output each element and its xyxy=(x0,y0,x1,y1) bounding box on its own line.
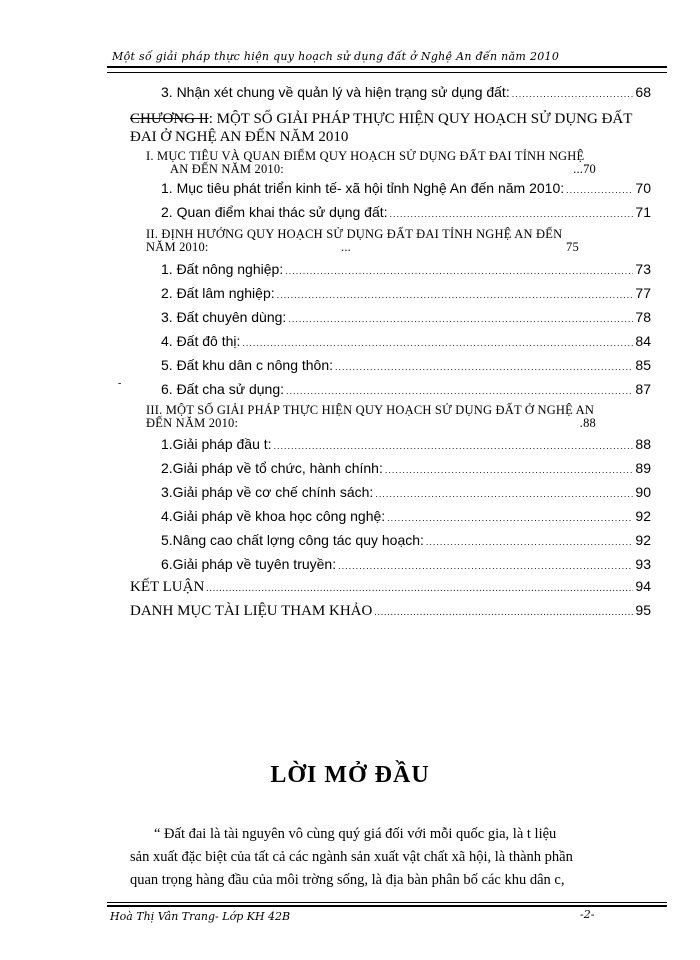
section-heading-line: AN ĐẾN NĂM 2010: xyxy=(170,162,284,176)
toc-item[interactable] xyxy=(161,484,651,500)
toc-leader xyxy=(387,513,633,523)
header-rule xyxy=(107,66,667,68)
footer-rule xyxy=(107,905,667,907)
section-heading-2[interactable] xyxy=(146,228,651,254)
toc-item-label: 3.Giải pháp về cơ chế chính sách: xyxy=(161,484,374,500)
toc-item-page: 73 xyxy=(635,261,651,277)
page-title: LỜI MỞ ĐẦU xyxy=(270,762,430,788)
toc-item-page: 95 xyxy=(635,602,651,618)
section-heading-line: II. ĐỊNH HƯỚNG QUY HOẠCH SỬ DỤNG ĐẤT ĐAI TỈNH NGHỆ AN ĐẾN xyxy=(146,227,563,241)
chapter-heading[interactable] xyxy=(130,110,650,146)
section-heading-line: III. MỘT SỐ GIẢI PHÁP THỰC HIỆN QUY HOẠCH SỬ DỤNG ĐẤT Ở NGHỆ AN xyxy=(146,403,595,417)
toc-item-page: 71 xyxy=(635,204,651,220)
section-heading-dots: ... xyxy=(341,240,351,254)
toc-item[interactable] xyxy=(161,204,651,220)
toc-item-page: 94 xyxy=(635,578,651,594)
toc-item[interactable] xyxy=(161,333,651,349)
toc-item[interactable] xyxy=(161,357,651,373)
margin-mark: - xyxy=(118,378,122,389)
section-heading-page: 75 xyxy=(566,240,579,254)
toc-item-label: DANH MỤC TÀI LIỆU THAM KHẢO xyxy=(130,603,373,619)
running-footer: Hoà Thị Vân Trang- Lớp KH 42B xyxy=(110,910,291,923)
toc-item-references[interactable] xyxy=(130,602,651,620)
section-heading-1[interactable] xyxy=(146,150,651,176)
toc-item-page: 87 xyxy=(635,381,651,397)
toc-leader xyxy=(385,465,634,475)
toc-item[interactable] xyxy=(161,556,651,572)
toc-item-label: 1. Mục tiêu phát triển kinh tế- xã hội tỉnh Nghệ An đến năm 2010: xyxy=(161,180,565,196)
header-rule-thin xyxy=(107,72,667,73)
toc-leader xyxy=(512,89,634,99)
toc-leader xyxy=(285,266,633,276)
page-number: -2- xyxy=(580,908,595,921)
toc-item[interactable] xyxy=(161,532,651,548)
toc-item-page: 84 xyxy=(635,333,651,349)
toc-item-label: KẾT LUẬN xyxy=(130,579,205,595)
chapter-prefix: CHƯƠNG II xyxy=(130,111,209,127)
toc-item-page: 93 xyxy=(635,556,651,572)
toc-leader xyxy=(426,537,634,547)
toc-item-page: 88 xyxy=(635,436,651,452)
toc-leader xyxy=(338,561,633,571)
paragraph-line: quan trọng hàng đầu của môi trờng sống, là địa bàn phân bố các khu dân c, xyxy=(130,872,565,888)
toc-item-page: 89 xyxy=(635,460,651,476)
section-heading-line: ĐẾN NĂM 2010: xyxy=(146,416,239,430)
section-heading-line: I. MỤC TIÊU VÀ QUAN ĐIỂM QUY HOẠCH SỬ DỤNG ĐẤT ĐAI TỈNH NGHỆ xyxy=(146,149,585,163)
toc-leader xyxy=(390,209,634,219)
section-heading-page: .88 xyxy=(579,416,596,430)
toc-item-page: 68 xyxy=(635,84,651,100)
toc-item[interactable] xyxy=(161,436,651,452)
toc-item[interactable] xyxy=(161,309,651,325)
toc-leader xyxy=(288,314,633,324)
toc-leader xyxy=(375,489,633,499)
toc-item-label: 3. Nhận xét chung về quản lý và hiện trạng sử dụng đất: xyxy=(161,84,510,100)
toc-leader xyxy=(566,185,633,195)
toc-item-label: 2.Giải pháp về tổ chức, hành chính: xyxy=(161,460,383,476)
toc-item-label: 5.Nâng cao chất lợng công tác quy hoạch: xyxy=(161,532,424,548)
toc-item[interactable] xyxy=(161,508,651,524)
section-heading-line: NĂM 2010: xyxy=(146,240,209,254)
toc-item-label: 3. Đất chuyên dùng: xyxy=(161,309,287,325)
toc-item-conclusion[interactable] xyxy=(130,578,651,596)
toc-item-label: 4.Giải pháp về khoa học công nghệ: xyxy=(161,508,386,524)
toc-leader xyxy=(374,607,633,617)
toc-item[interactable] xyxy=(161,285,651,301)
toc-item-page: 77 xyxy=(635,285,651,301)
toc-leader xyxy=(242,338,633,348)
section-heading-3[interactable] xyxy=(146,404,661,430)
chapter-title: : MỘT SỐ GIẢI PHÁP THỰC HIỆN QUY HOẠCH SỬ DỤNG ĐẤT ĐAI Ở NGHỆ AN ĐẾN NĂM 2010 xyxy=(130,111,633,145)
toc-item-label: 1.Giải pháp đầu t: xyxy=(161,436,272,452)
toc-item-page: 90 xyxy=(635,484,651,500)
paragraph-line: sản xuất đặc biệt của tất cả các ngành sản xuất vật chất xã hội, là thành phần xyxy=(130,849,573,865)
toc-item-label: 5. Đất khu dân c nông thôn: xyxy=(161,357,334,373)
paragraph-line: “ Đất đai là tài nguyên vô cùng quý giá đối với mỗi quốc gia, là t liệu xyxy=(154,826,557,842)
toc-item-label: 4. Đất đô thị: xyxy=(161,333,241,349)
toc-item[interactable] xyxy=(161,381,651,397)
footer-rule-thin xyxy=(107,902,667,903)
toc-item-page: 92 xyxy=(635,532,651,548)
toc-leader xyxy=(335,362,633,372)
toc-item-label: 6. Đất cha sử dụng: xyxy=(161,381,284,397)
toc-leader xyxy=(277,290,634,300)
toc-item-label: 2. Quan điểm khai thác sử dụng đất: xyxy=(161,204,388,220)
section-heading-page: ...70 xyxy=(573,162,596,176)
toc-item[interactable] xyxy=(161,261,651,277)
intro-paragraph xyxy=(130,823,650,892)
toc-item-label: 2. Đất lâm nghiệp: xyxy=(161,285,275,301)
toc-item-label: 1. Đất nông nghiệp: xyxy=(161,261,284,277)
toc-item-page: 85 xyxy=(635,357,651,373)
toc-leader xyxy=(274,441,634,451)
toc-item-page: 78 xyxy=(635,309,651,325)
toc-item[interactable] xyxy=(161,460,651,476)
toc-item[interactable] xyxy=(161,180,651,196)
toc-item-label: 6.Giải pháp về tuyên truyền: xyxy=(161,556,337,572)
toc-item[interactable] xyxy=(161,84,651,100)
toc-leader xyxy=(286,386,633,396)
running-header: Một số giải pháp thực hiện quy hoạch sử dụng đất ở Nghệ An đến năm 2010 xyxy=(112,50,560,63)
toc-item-page: 92 xyxy=(635,508,651,524)
toc-leader xyxy=(206,583,633,593)
toc-item-page: 70 xyxy=(635,180,651,196)
